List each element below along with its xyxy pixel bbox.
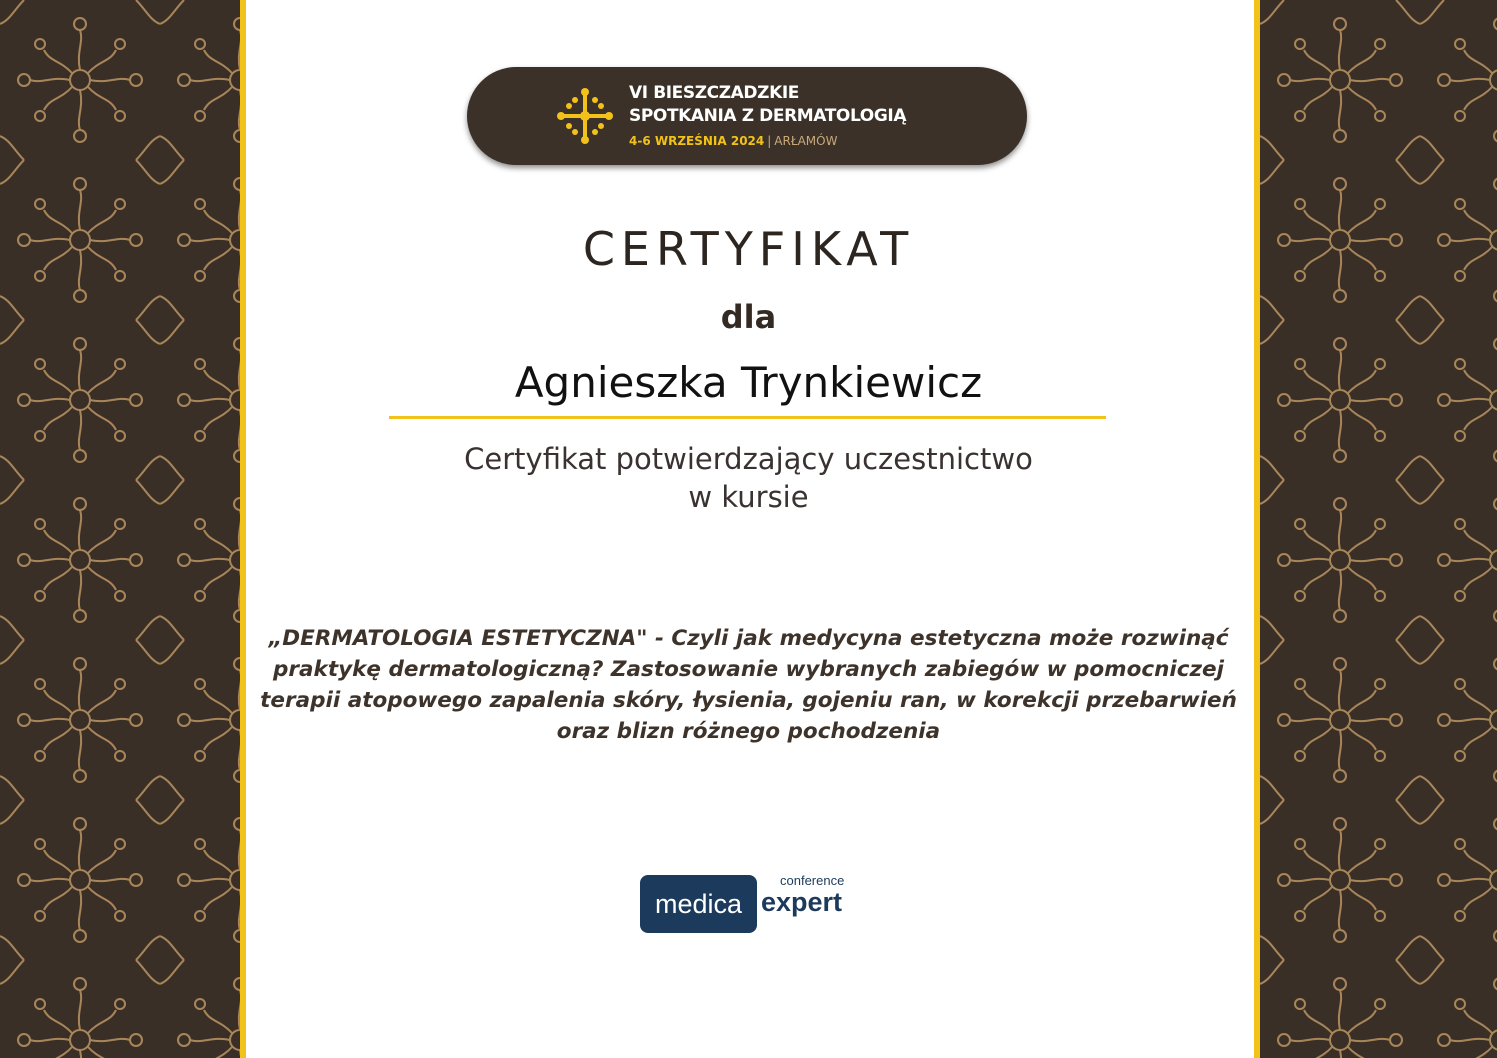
banner-place: ARŁAMÓW	[774, 134, 838, 148]
course-title: „DERMATOLOGIA ESTETYCZNA" - Czyli jak medycyna estetyczna może rozwinąć praktykę dermatologiczną? Zastosowanie wybranych zabiegów w pomocniczej terapii atopowego zapalenia skóry, łysienia, gojeniu ran, w korekcji przebarwień oraz blizn różnego pochodzenia	[260, 626, 1237, 744]
logo-expert-text: expert	[761, 887, 843, 917]
event-banner	[467, 67, 1027, 165]
logo-box	[640, 875, 757, 933]
golden-cross-ornament-icon	[555, 86, 615, 146]
subtitle-line2: w kursie	[688, 480, 809, 514]
recipient-name: Agnieszka Trynkiewicz	[514, 358, 983, 407]
banner-title-line2: SPOTKANIA Z DERMATOLOGIĄ	[629, 106, 907, 126]
ornament-pattern-icon	[0, 0, 240, 1058]
certificate-subtitle	[0, 440, 1497, 516]
banner-date-place	[629, 134, 837, 148]
left-ornamental-border	[0, 0, 246, 1058]
certificate-title: CERTYFIKAT	[582, 222, 915, 276]
subtitle-line1: Certyfikat potwierdzający uczestnictwo	[464, 442, 1033, 476]
certificate-for-label: dla	[720, 298, 777, 336]
ornament-pattern-icon	[1260, 0, 1497, 1058]
organizer-logo	[640, 872, 870, 936]
right-ornamental-border	[1254, 0, 1497, 1058]
logo-medica-text: medica	[654, 889, 743, 919]
logo-conference-text: conference	[780, 873, 845, 888]
banner-separator: |	[767, 134, 772, 148]
banner-title-line1: VI BIESZCZADZKIE	[629, 83, 799, 103]
banner-date: 4-6 WRZEŚNIA 2024	[629, 134, 765, 148]
name-underline	[389, 416, 1106, 419]
